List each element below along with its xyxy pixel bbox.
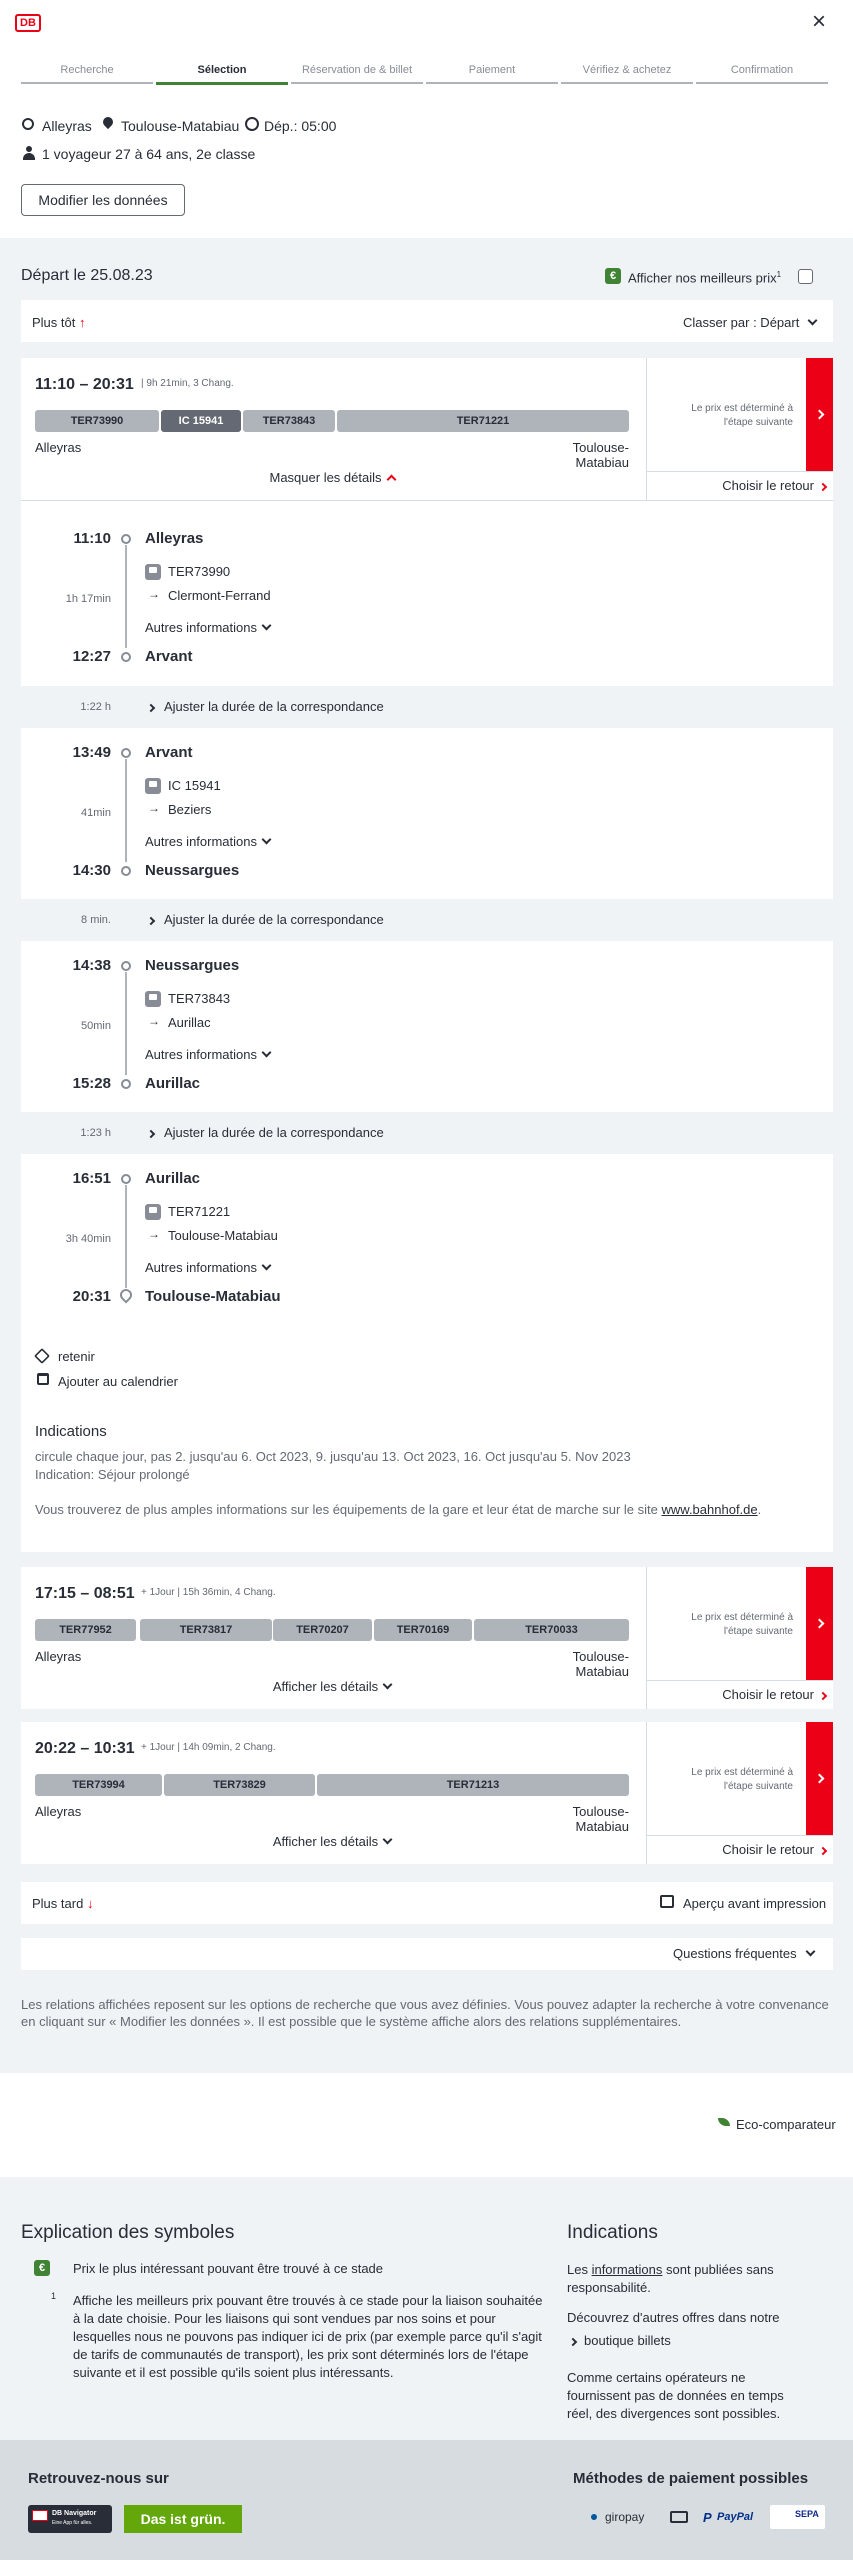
clock-icon: [245, 117, 259, 131]
leg-train-number: TER73843: [168, 991, 231, 1006]
leg-departure-time: 16:51: [72, 1170, 111, 1187]
price-note: Le prix est déterminé à l'étape suivante: [691, 1612, 793, 1637]
stop-dot: [121, 534, 131, 544]
leg-duration: 50min: [81, 1020, 111, 1032]
leg-departure-station: Arvant: [145, 744, 193, 761]
earlier-link[interactable]: Plus tôt ↑: [32, 315, 86, 330]
modify-search-button[interactable]: Modifier les données: [21, 184, 185, 216]
date-title: Départ le 25.08.23: [21, 267, 153, 284]
leg-direction: Toulouse-Matabiau: [168, 1228, 278, 1243]
connection-meta: | 9h 21min, 3 Chang.: [141, 378, 234, 389]
to-station: Toulouse-Matabiau: [572, 1649, 629, 1679]
connection-meta: + 1Jour | 15h 36min, 4 Chang.: [141, 1587, 276, 1598]
direction-arrow-icon: →: [148, 1227, 160, 1241]
leg-departure-time: 13:49: [72, 744, 111, 761]
adjust-transfer-link[interactable]: Ajuster la durée de la correspondance: [148, 912, 384, 927]
direction-arrow-icon: →: [148, 1014, 160, 1028]
segment-bar: TER71221: [337, 410, 629, 432]
timeline-line: [125, 545, 127, 648]
paypal-icon: P: [703, 2510, 712, 2525]
timeline-line: [125, 1185, 127, 1288]
segment-bar: TER73817: [140, 1619, 272, 1641]
leg-departure-time: 14:38: [72, 957, 111, 974]
timeline-line: [125, 972, 127, 1075]
notes-line-1: circule chaque jour, pas 2. jusqu'au 6. Oct 2023, 9. jusqu'au 13. Oct 2023, 16. Oct jusqu'au 5. Nov 2023: [35, 1449, 631, 1464]
stop-dot: [121, 1174, 131, 1184]
paypal-logo: PayPal: [717, 2511, 754, 2523]
person-icon: [23, 146, 35, 160]
card-divider: [646, 1835, 833, 1836]
indications-line-1: Les informations sont publiées sans responsabilité.: [567, 2262, 774, 2295]
transfer-band: [21, 686, 833, 728]
leg-duration: 41min: [81, 807, 111, 819]
adjust-transfer-link[interactable]: Ajuster la durée de la correspondance: [148, 699, 384, 714]
timeline-line: [125, 759, 127, 862]
indications-line-3: Comme certains opérateurs ne fournissent pas de données en temps réel, des divergences sont possibles.: [567, 2370, 784, 2421]
indications-line-2: Découvrez d'autres offres dans notre: [567, 2310, 780, 2325]
leg-arrival-time: 20:31: [72, 1288, 111, 1305]
results-disclaimer: Les relations affichées reposent sur les options de recherche que vous avez définies. Vous pouvez adapter la recherche à votre convenance en cliquant sur « Modifier les données ». Il est possible que le système affiche alors des relations supplémentaires.: [21, 1997, 829, 2029]
connection-meta: + 1Jour | 14h 09min, 2 Chang.: [141, 1742, 276, 1753]
show-details-toggle[interactable]: Afficher les détails: [35, 1834, 629, 1849]
stop-dot: [121, 866, 131, 876]
progress-step-bar: [426, 82, 558, 84]
progress-step: Recherche: [60, 64, 114, 76]
leg-direction: Clermont-Ferrand: [168, 588, 271, 603]
from-station: Alleyras: [35, 1804, 82, 1819]
progress-step-bar: [561, 82, 693, 84]
save-link[interactable]: retenir: [58, 1349, 95, 1364]
progress-step: Sélection: [197, 64, 247, 76]
card-icon: [670, 2511, 688, 2523]
traveller-summary: 1 voyageur 27 à 64 ans, 2e classe: [42, 146, 256, 162]
transfer-band: [21, 899, 833, 941]
leg-direction: Aurillac: [168, 1015, 211, 1030]
connection-times: 20:22 – 10:31: [35, 1740, 135, 1757]
origin-icon: [22, 118, 34, 130]
station-info: Vous trouverez de plus amples informations sur les équipements de la gare et leur état de marche sur le site www.bahnhof.de.: [35, 1502, 762, 1517]
choose-return-link[interactable]: Choisir le retour: [646, 1842, 826, 1857]
notes-line-2: Indication: Séjour prolongé: [35, 1467, 190, 1482]
progress-step: Confirmation: [730, 64, 794, 76]
departure-time: Dép.: 05:00: [264, 118, 337, 134]
leg-train-number: IC 15941: [168, 778, 221, 793]
printer-icon: [660, 1895, 674, 1908]
leg-arrival-station: Aurillac: [145, 1075, 201, 1092]
segment-bar: TER71213: [317, 1774, 629, 1796]
select-connection-button[interactable]: [806, 358, 833, 471]
calendar-icon: [37, 1373, 49, 1385]
informations-link[interactable]: informations: [591, 2262, 663, 2277]
select-connection-button[interactable]: [806, 1722, 833, 1835]
transfer-duration: 8 min.: [81, 914, 111, 926]
segment-bar: TER73843: [243, 410, 335, 432]
payment-title: Méthodes de paiement possibles: [573, 2470, 809, 2487]
leg-duration: 3h 40min: [65, 1233, 111, 1245]
indications-title: Indications: [567, 2222, 658, 2243]
choose-return-link[interactable]: Choisir le retour: [646, 1687, 826, 1702]
progress-step-bar: [21, 82, 153, 84]
leg-direction: Beziers: [168, 802, 212, 817]
green-badge[interactable]: Das ist grün.: [124, 2505, 242, 2533]
best-price-checkbox[interactable]: [798, 269, 813, 284]
footnote-text: Affiche les meilleurs prix pouvant être trouvés à ce stade pour la liaison souhaitée à la date choisie. Pour les liaisons qui sont vendues par nos soins et pour lesquelles nous ne pouvons pas indiquer ici de prix (par exemple parce qu'il s'agit de tarifs de communautés de transport), les prix sont déterminés lors de l'étape suivante et il est possible qu'ils soient plus intéressants.: [73, 2293, 543, 2380]
euro-icon: €: [34, 2260, 50, 2276]
leg-train-number: TER73990: [168, 564, 231, 579]
adjust-transfer-link[interactable]: Ajuster la durée de la correspondance: [148, 1125, 384, 1140]
transfer-band: [21, 1112, 833, 1154]
segment-bar: TER73829: [164, 1774, 315, 1796]
top-header: [0, 0, 853, 46]
itinerary-details: [21, 500, 833, 1552]
eco-comparator-link[interactable]: Eco-comparateur: [736, 2117, 836, 2132]
sort-dropdown[interactable]: Classer par : Départ: [683, 315, 816, 330]
find-us-title: Retrouvez-nous sur: [28, 2470, 169, 2487]
transfer-duration: 1:23 h: [80, 1127, 111, 1139]
sepa-badge: SEPA: [770, 2505, 825, 2529]
leg-arrival-time: 15:28: [72, 1075, 111, 1092]
to-station: Toulouse-Matabiau: [572, 1804, 629, 1834]
db-navigator-badge[interactable]: DB Navigator Eine App für alles.: [28, 2505, 112, 2533]
connection-times: 11:10 – 20:31: [35, 376, 134, 393]
segment-bar: IC 15941: [161, 410, 241, 432]
stop-dot: [121, 1079, 131, 1089]
progress-step: Réservation de & billet: [301, 64, 413, 76]
choose-return-link[interactable]: Choisir le retour: [646, 478, 826, 493]
progress-step-bar: [156, 82, 288, 85]
origin-station: Alleyras: [42, 118, 92, 134]
progress-step-bar: [696, 82, 828, 84]
price-note: Le prix est déterminé à l'étape suivante: [691, 403, 793, 428]
train-icon: [145, 564, 161, 580]
segment-bar: TER70169: [374, 1619, 472, 1641]
leg-arrival-time: 12:27: [72, 648, 111, 665]
notes-title: Indications: [35, 1423, 107, 1440]
segment-bar: TER77952: [35, 1619, 136, 1641]
faq-dropdown[interactable]: Questions fréquentes: [673, 1946, 814, 1961]
connection-times: 17:15 – 08:51: [35, 1585, 135, 1602]
direction-arrow-icon: →: [148, 801, 160, 815]
stop-dot: [121, 748, 131, 758]
leg-departure-station: Neussargues: [145, 957, 240, 974]
print-preview-link[interactable]: Aperçu avant impression: [683, 1896, 827, 1911]
segment-bar: TER70033: [474, 1619, 629, 1641]
stop-dot: [121, 961, 131, 971]
hide-details-toggle[interactable]: Masquer les détails: [35, 470, 629, 485]
train-icon: [145, 991, 161, 1007]
segment-bar: TER73990: [35, 410, 159, 432]
stop-dot: [121, 652, 131, 662]
from-station: Alleyras: [35, 1649, 82, 1664]
leg-arrival-station: Toulouse-Matabiau: [145, 1288, 281, 1305]
close-icon[interactable]: ×: [812, 8, 827, 35]
progress-step: Vérifiez & achetez: [582, 64, 672, 76]
add-calendar-link[interactable]: Ajouter au calendrier: [58, 1374, 178, 1389]
leg-departure-station: Alleyras: [145, 530, 204, 547]
destination-station: Toulouse-Matabiau: [121, 118, 240, 134]
show-details-toggle[interactable]: Afficher les détails: [35, 1679, 629, 1694]
direction-arrow-icon: →: [148, 587, 160, 601]
transfer-duration: 1:22 h: [80, 701, 111, 713]
bahnhof-link[interactable]: www.bahnhof.de: [661, 1502, 758, 1517]
more-info-toggle[interactable]: Autres informations: [145, 620, 270, 635]
segment-bar: TER70207: [273, 1619, 372, 1641]
more-info-toggle[interactable]: Autres informations: [145, 1260, 270, 1275]
leg-arrival-station: Arvant: [145, 648, 193, 665]
giropay-logo: giropay: [605, 2510, 645, 2524]
db-logo[interactable]: DB: [15, 14, 41, 32]
from-station: Alleyras: [35, 440, 82, 455]
best-price-label: Afficher nos meilleurs prix$^1$: [628, 270, 782, 286]
price-note: Le prix est déterminé à l'étape suivante: [691, 1767, 793, 1792]
select-connection-button[interactable]: [806, 1567, 833, 1680]
leg-arrival-station: Neussargues: [145, 862, 240, 879]
card-divider: [646, 1680, 833, 1681]
leg-arrival-time: 14:30: [72, 862, 111, 879]
later-link[interactable]: Plus tard ↓: [32, 1896, 94, 1911]
symbols-title: Explication des symboles: [21, 2222, 235, 2243]
leg-departure-station: Aurillac: [145, 1170, 201, 1187]
segment-bar: TER73994: [35, 1774, 162, 1796]
more-info-toggle[interactable]: Autres informations: [145, 1047, 270, 1062]
leg-train-number: TER71221: [168, 1204, 231, 1219]
ticket-shop-link[interactable]: boutique billets: [570, 2333, 671, 2348]
train-icon: [145, 778, 161, 794]
train-icon: [145, 1204, 161, 1220]
progress-step: Paiement: [468, 64, 516, 76]
giropay-icon: [591, 2514, 597, 2520]
euro-symbol-text: Prix le plus intéressant pouvant être trouvé à ce stade: [73, 2261, 384, 2276]
footnote-number: 1: [51, 2291, 57, 2301]
leg-duration: 1h 17min: [65, 593, 111, 605]
to-station: Toulouse-Matabiau: [572, 440, 629, 470]
progress-step-bar: [291, 82, 423, 84]
more-info-toggle[interactable]: Autres informations: [145, 834, 270, 849]
euro-icon: €: [605, 268, 621, 284]
leg-departure-time: 11:10: [73, 530, 111, 547]
footer: [0, 2440, 853, 2560]
